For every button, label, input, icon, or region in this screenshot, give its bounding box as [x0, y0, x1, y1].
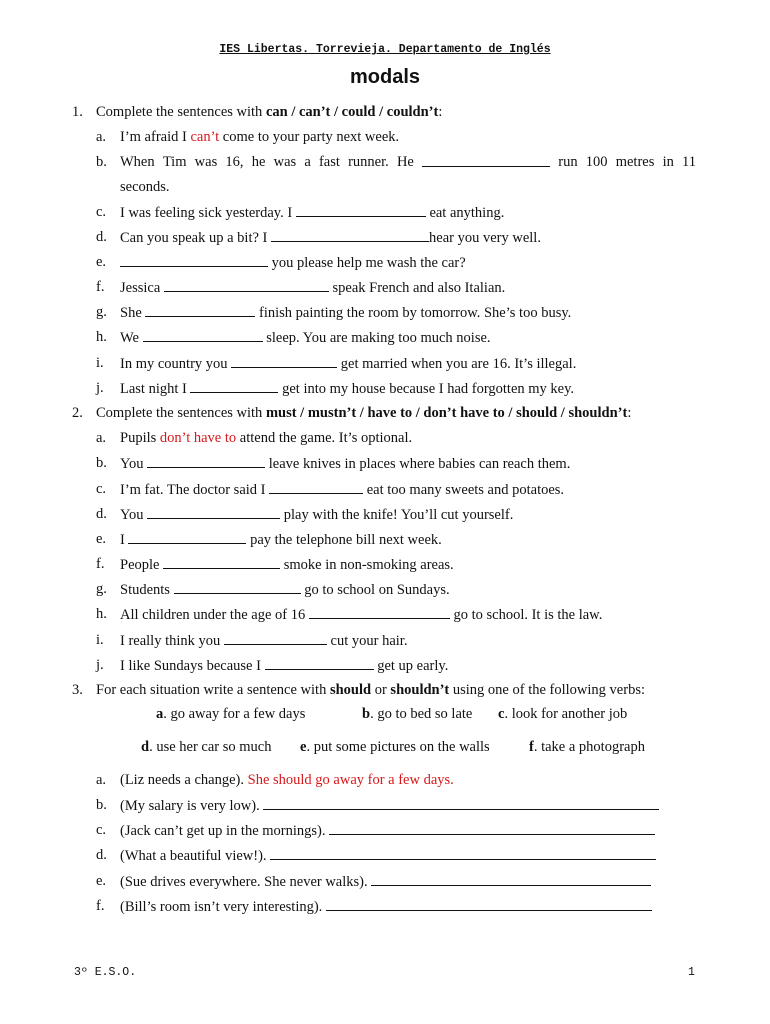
verb-option-e: e. put some pictures on the walls	[300, 739, 490, 755]
verb-option-a: a. go away for a few days	[156, 706, 306, 722]
answer-blank[interactable]	[147, 454, 265, 468]
answer-blank[interactable]	[224, 631, 327, 645]
answer-blank[interactable]	[329, 821, 655, 835]
answer-blank[interactable]	[163, 555, 280, 569]
answer-blank[interactable]	[263, 796, 659, 810]
footer-course: 3º E.S.O.	[74, 966, 137, 979]
answer-blank[interactable]	[231, 354, 337, 368]
page-number: 1	[688, 966, 695, 979]
answer-blank[interactable]	[190, 379, 278, 393]
school-header: IES Libertas. Torrevieja. Departamento de Inglés	[219, 43, 551, 56]
answer-blank[interactable]	[265, 656, 374, 670]
answer-blank[interactable]	[422, 153, 550, 167]
answer-blank[interactable]	[271, 228, 429, 242]
answer-blank[interactable]	[145, 303, 255, 317]
answer-blank[interactable]	[164, 278, 329, 292]
answer-blank[interactable]	[371, 872, 651, 886]
verb-option-d: d. use her car so much	[141, 739, 272, 755]
answer-blank[interactable]	[309, 605, 450, 619]
answer-blank[interactable]	[120, 253, 268, 267]
answer-blank[interactable]	[296, 203, 426, 217]
answer-blank[interactable]	[326, 897, 652, 911]
answer-blank[interactable]	[128, 530, 246, 544]
answer-blank[interactable]	[269, 480, 363, 494]
answer-blank[interactable]	[270, 846, 656, 860]
answer-blank[interactable]	[143, 328, 263, 342]
answer-blank[interactable]	[174, 580, 301, 594]
answer-blank[interactable]	[147, 505, 280, 519]
verb-option-b: b. go to bed so late	[362, 706, 473, 722]
verb-option-f: f. take a photograph	[529, 739, 645, 755]
page-title: modals	[349, 66, 421, 88]
verb-option-c: c. look for another job	[498, 706, 628, 722]
